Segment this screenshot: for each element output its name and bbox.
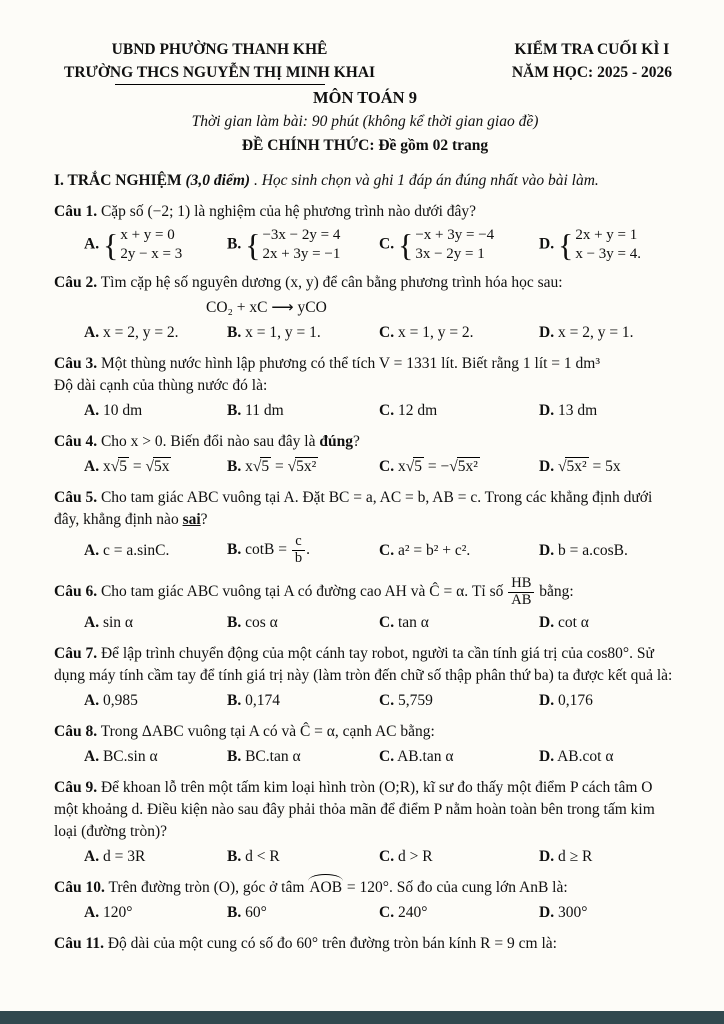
option-D: [539, 612, 689, 634]
option-value: b = a.cosB.: [557, 541, 628, 559]
option-D: [539, 540, 689, 562]
option-value: tan α: [397, 614, 429, 632]
option-value: sin α: [102, 614, 134, 632]
option-A: [84, 322, 227, 344]
question-options: [54, 746, 676, 768]
option-value: 60°: [245, 904, 267, 922]
question-text: Cho tam giác ABC vuông tại A. Đặt BC = a, AC = b, AB = c. Trong các khẳng định dưới đây, khẳng định nào sai?: [54, 489, 653, 529]
option-A: [84, 226, 227, 264]
option-A: [84, 612, 227, 634]
option-letter: D.: [539, 324, 555, 342]
option-value: { −3x − 2y = 4 2x + 3y = −1: [245, 226, 341, 263]
question-number: Câu 7.: [54, 645, 98, 663]
official-rest: Đề gồm 02 trang: [374, 136, 489, 154]
option-value: √5x² = 5x: [557, 458, 621, 476]
option-D: [539, 902, 689, 924]
option-letter: D.: [539, 848, 555, 866]
option-letter: A.: [84, 748, 100, 766]
option-C: [379, 612, 539, 634]
option-B: [227, 456, 379, 478]
option-letter: C.: [379, 541, 395, 559]
option-C: [379, 846, 539, 868]
option-value: 13 dm: [557, 402, 598, 420]
option-letter: B.: [227, 748, 242, 766]
option-A: [84, 902, 227, 924]
option-value: d < R: [245, 848, 280, 866]
option-value: { 2x + y = 1 x − 3y = 4.: [557, 226, 641, 263]
question-options: [54, 456, 676, 478]
question-8: [54, 721, 676, 768]
question-9: [54, 777, 676, 868]
option-value: 12 dm: [397, 402, 438, 420]
option-D: [539, 322, 689, 344]
question-body: [54, 777, 676, 843]
option-value: AB.tan α: [397, 748, 454, 766]
option-letter: C.: [379, 692, 395, 710]
header-row: [54, 38, 676, 85]
option-B: [227, 612, 379, 634]
option-value: BC.tan α: [245, 748, 301, 766]
org-line-1: UBND PHƯỜNG THANH KHÊ: [111, 41, 328, 58]
question-text: Cặp số (−2; 1) là nghiệm của hệ phương trình nào dưới đây?: [100, 202, 477, 220]
option-letter: A.: [84, 692, 100, 710]
option-letter: C.: [379, 458, 395, 476]
option-letter: C.: [379, 748, 395, 766]
question-text: Tìm cặp hệ số nguyên dương (x, y) để cân bằng phương trình hóa học sau:: [100, 274, 563, 292]
question-3: [54, 353, 676, 422]
question-formula: CO₂ + xC ⟶ yCO: [206, 299, 327, 317]
option-value: 0,176: [557, 692, 593, 710]
question-options: [54, 226, 676, 264]
question-7: [54, 643, 676, 712]
question-6: [54, 576, 676, 634]
question-text: Trong ΔABC vuông tại A có và Ĉ = α, cạnh AC bằng:: [100, 723, 435, 741]
option-A: [84, 540, 227, 562]
option-value: cot α: [557, 614, 589, 632]
question-10: [54, 877, 676, 924]
question-text: Cho x > 0. Biến đổi nào sau đây là đúng?: [100, 433, 360, 451]
question-text: Độ dài của một cung có số đo 60° trên đường tròn bán kính R = 9 cm là:: [107, 935, 557, 953]
question-number: Câu 1.: [54, 202, 98, 220]
option-value: d = 3R: [102, 848, 146, 866]
option-C: [379, 540, 539, 562]
question-options: [54, 846, 676, 868]
option-D: [539, 746, 689, 768]
option-letter: B.: [227, 614, 242, 632]
question-options: [54, 322, 676, 344]
option-letter: A.: [84, 402, 100, 420]
option-value: x = 2, y = 2.: [102, 324, 179, 342]
question-11: [54, 933, 676, 955]
option-letter: D.: [539, 458, 555, 476]
option-C: [379, 322, 539, 344]
option-letter: C.: [379, 614, 395, 632]
question-options: [54, 690, 676, 712]
question-body: [54, 877, 676, 899]
option-C: [379, 400, 539, 422]
question-number: Câu 11.: [54, 935, 104, 953]
section-name: I. TRẮC NGHIỆM: [54, 171, 186, 189]
option-A: [84, 456, 227, 478]
question-text: Để khoan lỗ trên một tấm kim loại hình tròn (O;R), kĩ sư đo thấy một điểm P cách tâm O một khoảng d. Điều kiện nào sau đây phải thỏa mãn để điểm P nằm hoàn toàn bên trong tấm kim loại (đường tròn)?: [54, 779, 655, 841]
option-value: x = 1, y = 2.: [397, 324, 474, 342]
question-text: Trên đường tròn (O), góc ở tâm AOB = 120°. Số đo của cung lớn AnB là:: [108, 879, 567, 896]
option-letter: D.: [539, 614, 555, 632]
question-body: [54, 487, 676, 531]
option-value: 10 dm: [102, 402, 143, 420]
official-line: [54, 135, 676, 157]
question-1: [54, 201, 676, 264]
option-B: [227, 746, 379, 768]
question-2: [54, 272, 676, 344]
option-value: { −x + 3y = −4 3x − 2y = 1: [397, 226, 495, 263]
option-letter: A.: [84, 458, 100, 476]
option-value: AB.cot α: [557, 748, 614, 766]
option-D: [539, 846, 689, 868]
option-letter: B.: [227, 402, 242, 420]
subject-title: MÔN TOÁN 9: [313, 87, 417, 107]
option-value: x√5 = √5x²: [245, 458, 317, 476]
option-letter: D.: [539, 402, 555, 420]
question-text: Cho tam giác ABC vuông tại A có đường cao AH và Ĉ = α. Tỉ số $\frac{HB}{AB}$ bằng:: [100, 575, 574, 609]
option-B: [227, 400, 379, 422]
option-B: [227, 690, 379, 712]
option-letter: B.: [227, 904, 242, 922]
option-B: [227, 322, 379, 344]
question-options: [54, 400, 676, 422]
option-value: 11 dm: [245, 402, 284, 420]
option-letter: D.: [539, 692, 555, 710]
option-value: 5,759: [397, 692, 433, 710]
questions-list: [54, 201, 676, 955]
option-value: cos α: [245, 614, 278, 632]
exam-header: [54, 38, 676, 157]
option-A: [84, 846, 227, 868]
question-body: [54, 576, 676, 609]
option-letter: B.: [227, 692, 242, 710]
question-body: [54, 201, 676, 223]
option-letter: D.: [539, 748, 555, 766]
option-letter: D.: [539, 904, 555, 922]
option-D: [539, 456, 689, 478]
question-options: [54, 902, 676, 924]
question-text: Để lập trình chuyển động của một cánh tay robot, người ta cần tính giá trị của cos80°. Sử dụng máy tính cầm tay để tính giá trị này (làm tròn đến chữ số thập phân thứ ba) ta được kết quả là:: [54, 645, 673, 685]
option-B: [227, 534, 379, 567]
option-C: [379, 226, 539, 264]
option-value: { x + y = 0 2y − x = 3: [102, 226, 183, 263]
option-letter: C.: [379, 324, 395, 342]
exam-title-block: [512, 38, 672, 85]
option-letter: D.: [539, 541, 555, 559]
question-body: [54, 643, 676, 687]
option-value: 240°: [397, 904, 428, 922]
option-D: [539, 226, 689, 264]
option-C: [379, 902, 539, 924]
option-letter: A.: [84, 541, 100, 559]
question-4: [54, 431, 676, 478]
option-value: 0,174: [245, 692, 280, 710]
question-number: Câu 6.: [54, 583, 98, 601]
question-text: Một thùng nước hình lập phương có thể tích V = 1331 lít. Biết rằng 1 lít = 1 dm³ Độ dài cạnh của thùng nước đó là:: [54, 355, 601, 395]
exam-title: KIỂM TRA CUỐI KÌ I: [514, 41, 670, 58]
option-B: [227, 846, 379, 868]
section-points: (3,0 điểm): [185, 171, 251, 189]
org-line-2: TRƯỜNG THCS NGUYỄN THỊ MINH KHAI: [64, 64, 376, 82]
option-value: 0,985: [102, 692, 138, 710]
option-letter: A.: [84, 235, 100, 253]
option-value: x = 1, y = 1.: [245, 324, 321, 342]
question-number: Câu 3.: [54, 355, 98, 373]
option-letter: A.: [84, 324, 100, 342]
question-body: [54, 431, 676, 453]
option-letter: A.: [84, 848, 100, 866]
scan-edge-bottom: [0, 1011, 724, 1024]
option-A: [84, 746, 227, 768]
option-letter: C.: [379, 904, 395, 922]
option-value: d > R: [397, 848, 433, 866]
question-body: [54, 721, 676, 743]
question-number: Câu 10.: [54, 879, 105, 897]
question-number: Câu 9.: [54, 779, 98, 797]
official-label: ĐỀ CHÍNH THỨC:: [241, 136, 375, 154]
option-letter: D.: [539, 235, 555, 253]
question-body: [54, 933, 676, 955]
option-letter: A.: [84, 614, 100, 632]
option-C: [379, 746, 539, 768]
section-instruction: . Học sinh chọn và ghi 1 đáp án đúng nhất vào bài làm.: [250, 171, 599, 189]
question-number: Câu 5.: [54, 489, 98, 507]
option-letter: B.: [227, 324, 242, 342]
question-options: [54, 612, 676, 634]
option-D: [539, 400, 689, 422]
option-value: c = a.sinC.: [102, 541, 170, 559]
school-year: NĂM HỌC: 2025 - 2026: [511, 64, 672, 82]
question-5: [54, 487, 676, 567]
option-value: x = 2, y = 1.: [557, 324, 634, 342]
question-number: Câu 2.: [54, 274, 98, 292]
option-C: [379, 690, 539, 712]
option-letter: C.: [379, 848, 395, 866]
option-value: x√5 = √5x: [102, 458, 170, 476]
option-C: [379, 456, 539, 478]
issuing-org-block: [64, 38, 375, 85]
option-letter: B.: [227, 235, 242, 253]
option-D: [539, 690, 689, 712]
option-letter: C.: [379, 235, 395, 253]
question-body: [54, 353, 676, 397]
option-value: 300°: [557, 904, 588, 922]
question-options: [54, 534, 676, 567]
option-A: [84, 690, 227, 712]
question-number: Câu 4.: [54, 433, 98, 451]
option-value: d ≥ R: [557, 848, 593, 866]
option-B: [227, 902, 379, 924]
option-letter: A.: [84, 904, 100, 922]
option-B: [227, 226, 379, 264]
option-letter: C.: [379, 402, 395, 420]
option-value: a² = b² + c².: [397, 541, 471, 559]
question-body: [54, 272, 676, 294]
option-letter: B.: [227, 458, 242, 476]
section-heading: [54, 170, 676, 192]
option-value: BC.sin α: [102, 748, 158, 766]
option-A: [84, 400, 227, 422]
option-value: cotB = $\frac{c}{b}$ .: [245, 533, 310, 567]
option-value: x√5 = −√5x²: [397, 458, 478, 476]
duration-line: Thời gian làm bài: 90 phút (không kể thời gian giao đề): [191, 112, 539, 130]
option-value: 120°: [102, 904, 133, 922]
option-letter: B.: [227, 541, 242, 559]
option-letter: B.: [227, 848, 242, 866]
question-number: Câu 8.: [54, 723, 98, 741]
